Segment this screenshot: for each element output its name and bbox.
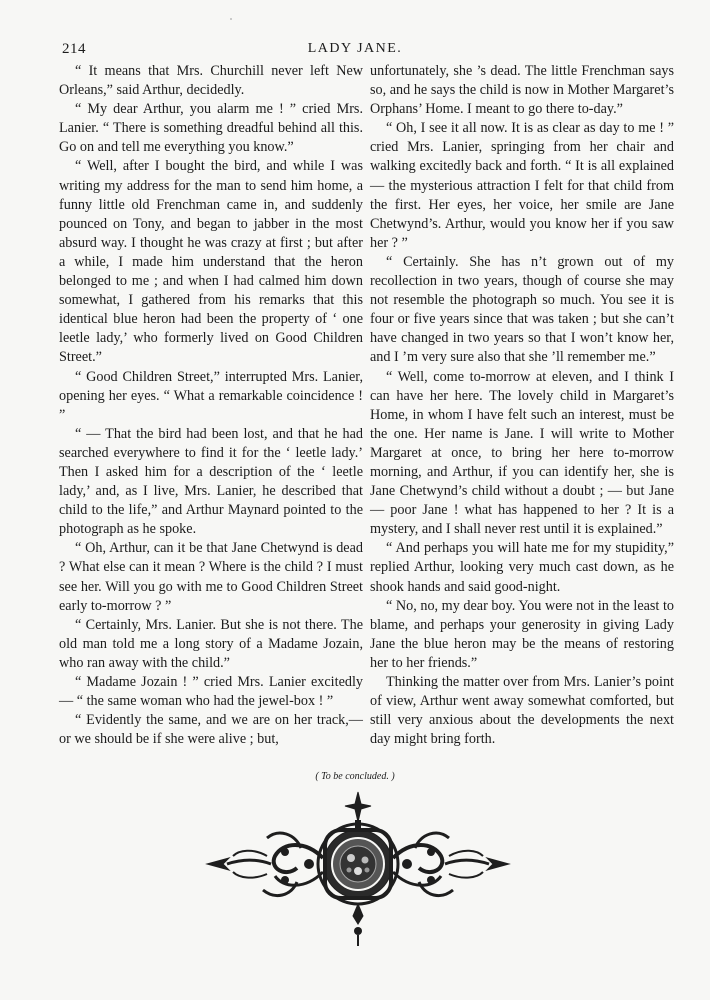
paragraph: “ No, no, my dear boy. You were not in the least to blame, and perhaps your generosity in giving Lady Jane the blue heron may be the means of restoring her to her friends.” bbox=[370, 597, 674, 671]
paragraph: “ Certainly. She has n’t grown out of my recollection in two years, though of course she may not resemble the photograph so much. You see it is four or five years since that was taken ; but she can’t have changed in two years so that I won’t know her, and I ’m very sure also that she ’ll remember me.” bbox=[370, 253, 674, 366]
paragraph: “ Evidently the same, and we are on her track,— or we should be if she were alive ; but, bbox=[59, 712, 363, 748]
paragraph: “ Well, after I bought the bird, and while I was writing my address for the man to send him home, a funny little old Frenchman came in, and suddenly pounced on Tony, and began to jabber in the most absurd way. I thought he was crazy at first ; but after a while, I made him understand that the heron belonged to me ; and when I had calmed him down somewhat, I gathered from his remarks that this identical blue heron had been the property of ‘ one leetle lady,’ who formerly lived on Good Children Street.” bbox=[59, 158, 363, 366]
paragraph: “ Oh, Arthur, can it be that Jane Chetwynd is dead ? What else can it mean ? Where is the child ? I must see her. Will you go with me to Good Children Street early to-morrow ? ” bbox=[59, 540, 363, 614]
page-number: 214 bbox=[62, 41, 86, 57]
right-text-column bbox=[370, 62, 674, 749]
left-text-column bbox=[59, 62, 363, 749]
decorative-tailpiece-ornament-icon bbox=[205, 788, 511, 950]
to-be-concluded-note: ( To be concluded. ) bbox=[315, 771, 395, 782]
paragraph: “ Certainly, Mrs. Lanier. But she is not there. The old man told me a long story of a Madame Jozain, who ran away with the child.” bbox=[59, 616, 363, 671]
paragraph: “ Madame Jozain ! ” cried Mrs. Lanier excitedly — “ the same woman who had the jewel-box ! ” bbox=[59, 674, 363, 710]
paragraph: unfortunately, she ’s dead. The little Frenchman says so, and he says the child is now in Mother Margaret’s Orphans’ Home. I meant to go there to-day.” bbox=[370, 63, 674, 118]
paragraph: “ — That the bird had been lost, and that he had searched everywhere to find it for the ‘ leetle lady.’ Then I asked him for a description of the ‘ leetle lady,’ and, as I live, Mrs. Lanier, he described that child to the life,” and Arthur Maynard pointed to the photograph as he spoke. bbox=[59, 425, 363, 538]
paragraph: “ And perhaps you will hate me for my stupidity,” replied Arthur, looking very much cast down, as he shook hands and said good-night. bbox=[370, 540, 674, 595]
running-title: LADY JANE. bbox=[307, 41, 403, 56]
paragraph: “ Good Children Street,” interrupted Mrs. Lanier, opening her eyes. “ What a remarkable coincidence ! ” bbox=[59, 368, 363, 423]
paragraph: Thinking the matter over from Mrs. Lanier’s point of view, Arthur went away somewhat comforted, but still very anxious about the developments the next day might bring forth. bbox=[370, 674, 674, 748]
paragraph: “ Oh, I see it all now. It is as clear as day to me ! ” cried Mrs. Lanier, springing from her chair and walking excitedly back and forth. “ It is all explained — the mysterious attraction I felt for that child from the first. Her eyes, her voice, her smile are Jane Chetwynd’s. Arthur, would you know her if you saw her ? ” bbox=[370, 120, 674, 251]
paragraph: “ Well, come to-morrow at eleven, and I think I can have her here. The lovely child in Margaret’s Home, in whom I have felt such an interest, must be the one. Her name is Jane. I will write to Mother Margaret at once, to bring her here to-morrow morning, and Arthur, if you can identify her, she is Jane Chetwynd’s child without a doubt ; — but Jane — poor Jane ! what has happened to her ? It is a mystery, and I shall never rest until it is explained.” bbox=[370, 368, 674, 538]
print-speck bbox=[230, 18, 232, 20]
paragraph: “ It means that Mrs. Churchill never left New Orleans,” said Arthur, decidedly. bbox=[59, 63, 363, 99]
paragraph: “ My dear Arthur, you alarm me ! ” cried Mrs. Lanier. “ There is something dreadful behind all this. Go on and tell me everything you know.” bbox=[59, 101, 363, 156]
